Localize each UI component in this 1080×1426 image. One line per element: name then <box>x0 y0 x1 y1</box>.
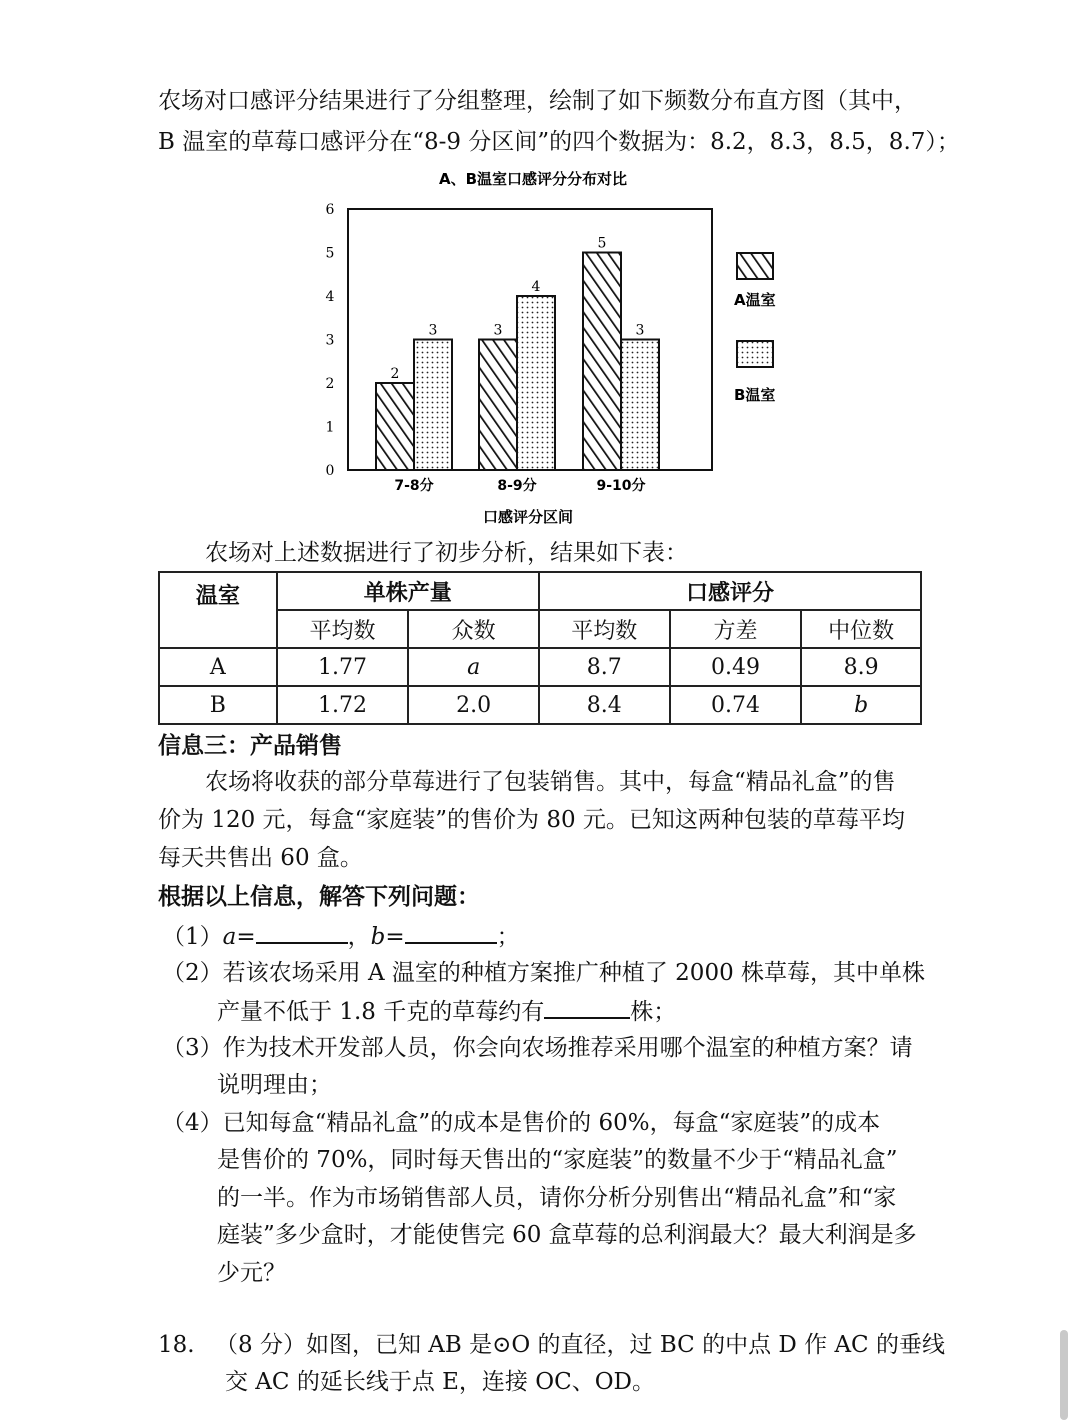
bar-a-2 <box>583 253 621 471</box>
question-4-line-5: 少元？ <box>217 1260 286 1286</box>
y-tick-label: 4 <box>325 289 335 305</box>
subheader-taste-variance: 方差 <box>670 610 802 648</box>
chart-title: A、B温室口感评分分布对比 <box>438 170 628 188</box>
subheader-taste-mean: 平均数 <box>539 610 670 648</box>
subheader-taste-median: 中位数 <box>801 610 921 648</box>
x-tick-label: 9-10分 <box>596 478 646 494</box>
question-1 <box>162 920 520 952</box>
x-tick-label: 7-8分 <box>394 478 434 494</box>
table-cell: 8.7 <box>539 648 670 686</box>
questions-heading: 根据以上信息，解答下列问题： <box>158 884 480 910</box>
question-4-line-3: 的一半。作为市场销售部人员，请你分析分别售出“精品礼盒”和“家 <box>217 1185 897 1211</box>
q1-a-label: a= <box>222 924 256 950</box>
y-tick-label: 2 <box>325 376 335 392</box>
q2-blank[interactable] <box>544 995 630 1019</box>
x-tick-label: 8-9分 <box>497 478 537 494</box>
taste-score-histogram <box>300 160 820 530</box>
bar-b-0 <box>414 340 452 471</box>
q1-separator: ， <box>347 924 371 950</box>
info3-para-3: 每天共售出 60 盒。 <box>158 845 363 871</box>
subheader-yield-mode: 众数 <box>408 610 539 648</box>
scrollbar-thumb[interactable] <box>1060 1330 1068 1420</box>
q2-end: 株； <box>630 999 677 1025</box>
header-single-yield: 单株产量 <box>277 572 539 610</box>
subheader-yield-mean: 平均数 <box>277 610 409 648</box>
q18-line-2: 交 AC 的延长线于点 E，连接 OC、OD。 <box>225 1369 655 1395</box>
intro-line-1: 农场对口感评分结果进行了分组整理，绘制了如下频数分布直方图（其中， <box>158 88 917 114</box>
legend-a-label: A温室 <box>734 291 776 309</box>
bar-b-2 <box>621 340 659 471</box>
table-cell: 8.4 <box>539 686 670 724</box>
y-tick-label: 5 <box>325 245 335 262</box>
q18-line-1: （8 分）如图，已知 AB 是⊙O 的直径，过 BC 的中点 D 作 AC 的垂线 <box>215 1332 945 1358</box>
y-tick-label: 0 <box>325 463 335 479</box>
table-row <box>159 648 921 686</box>
analysis-table <box>158 571 922 725</box>
table-cell: a <box>408 648 539 686</box>
y-tick-label: 3 <box>325 332 335 349</box>
question-4-line-4: 庭装”多少盒时，才能使售完 60 盒草莓的总利润最大？最大利润是多 <box>217 1222 917 1248</box>
q1-number: （1） <box>162 924 223 950</box>
intro-line-2: B 温室的草莓口感评分在“8-9 分区间”的四个数据为：8.2，8.3，8.5，8.7）； <box>158 129 960 155</box>
question-3-line-2: 说明理由； <box>217 1072 332 1098</box>
bar-value-label: 5 <box>597 235 607 252</box>
q18-number: 18. <box>158 1332 195 1358</box>
question-2-line-2 <box>217 995 676 1027</box>
bar-value-label: 2 <box>390 366 400 382</box>
bar-value-label: 4 <box>531 279 541 295</box>
question-2-line-1: （2）若该农场采用 A 温室的种植方案推广种植了 2000 株草莓，其中单株 <box>162 960 926 986</box>
q1-b-blank[interactable] <box>405 920 497 944</box>
q2-text: 产量不低于 1.8 千克的草莓约有 <box>217 999 545 1025</box>
bar-value-label: 3 <box>635 322 645 339</box>
table-cell: 0.49 <box>670 648 802 686</box>
table-cell: 1.77 <box>277 648 409 686</box>
bar-a-1 <box>479 340 517 471</box>
table-cell: 1.72 <box>277 686 409 724</box>
legend-b-swatch <box>737 341 773 367</box>
q1-b-label: b= <box>370 924 405 950</box>
y-tick-label: 1 <box>325 419 335 436</box>
table-cell: 0.74 <box>670 686 802 724</box>
legend-b-label: B温室 <box>734 386 776 404</box>
table-row <box>159 686 921 724</box>
table-cell: B <box>159 686 277 724</box>
table-cell: A <box>159 648 277 686</box>
info3-para-2: 价为 120 元，每盒“家庭装”的售价为 80 元。已知这两种包装的草莓平均 <box>158 807 905 833</box>
question-4-line-1: （4）已知每盒“精品礼盒”的成本是售价的 60%，每盒“家庭装”的成本 <box>162 1110 881 1136</box>
header-greenhouse: 温室 <box>159 572 277 648</box>
bar-a-0 <box>376 383 414 470</box>
table-intro: 农场对上述数据进行了初步分析，结果如下表： <box>205 540 688 566</box>
table-cell: b <box>801 686 921 724</box>
x-axis-label: 口感评分区间 <box>482 508 574 526</box>
table-cell: 8.9 <box>801 648 921 686</box>
bar-b-1 <box>517 296 555 470</box>
bar-value-label: 3 <box>493 322 503 339</box>
question-3-line-1: （3）作为技术开发部人员，你会向农场推荐采用哪个温室的种植方案？请 <box>162 1035 913 1061</box>
y-tick-label: 6 <box>325 202 335 218</box>
q1-a-blank[interactable] <box>256 920 348 944</box>
legend-a-swatch <box>737 253 773 279</box>
table-cell: 2.0 <box>408 686 539 724</box>
question-4-line-2: 是售价的 70%，同时每天售出的“家庭装”的数量不少于“精品礼盒” <box>217 1147 898 1173</box>
info3-para-1: 农场将收获的部分草莓进行了包装销售。其中，每盒“精品礼盒”的售 <box>205 769 896 795</box>
info3-heading: 信息三：产品销售 <box>158 733 342 759</box>
q1-end: ； <box>496 924 520 950</box>
header-taste-score: 口感评分 <box>539 572 921 610</box>
bar-value-label: 3 <box>428 322 438 339</box>
